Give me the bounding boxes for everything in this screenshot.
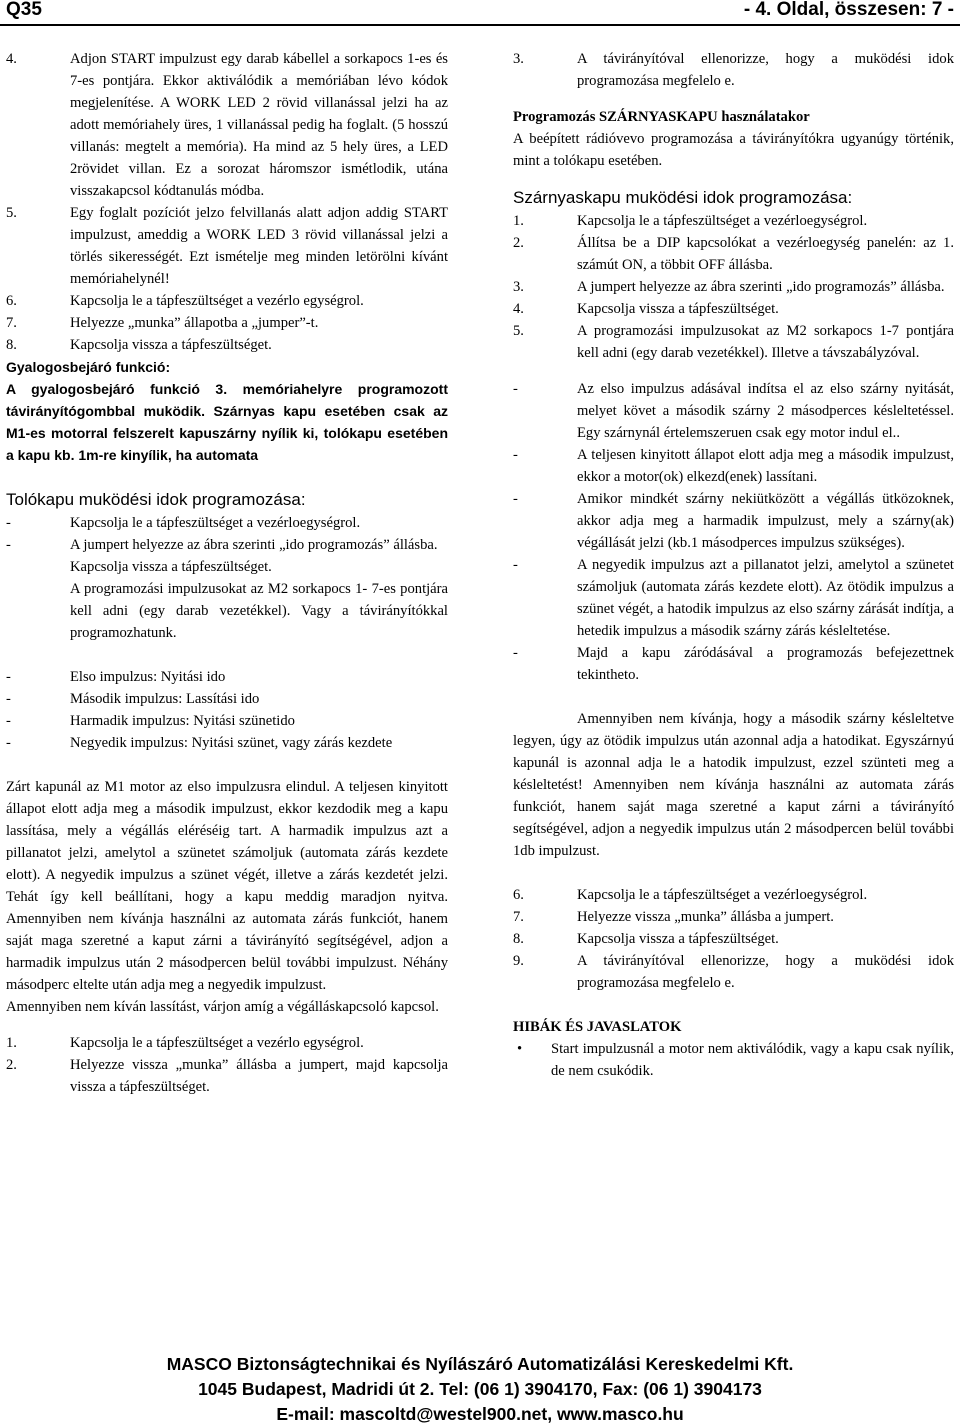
bullet-icon: • bbox=[517, 1041, 523, 1057]
company-name: MASCO Biztonságtechnikai és Nyílászáró Automatizálási Kereskedelmi Kft. bbox=[166, 1354, 794, 1374]
list-item: • Start impulzusnál a motor nem aktiválódik, vagy a kapu csak nyílik, de nem csukódik. bbox=[513, 1038, 954, 1082]
list-item: - A negyedik impulzus azt a pillanatot jelzi, amelytol a szünetet számoljuk (automata zárás kezdete elott). Az ötödik impulzus a szünet végét, a hatodik impulzus az elso szárny zárását indítja, a hetedik impulzus a második szárny zárás késleltetése. bbox=[513, 557, 954, 639]
left-column bbox=[6, 48, 448, 1098]
paragraph: Zárt kapunál az M1 motor az elso impulzusra elindul. A teljesen kinyitott állapot elott adja meg a második impulzust, ekkor kezdodik meg a kapu lassítása, mely a végállás eléréséig tart. A harmadik impulzus azt a pillanatot jelzi, amelytol a szünetet számoljuk (automata zárás kezdete elott). A negyedik impulzus a szünet végét, illetve a zárás kezdetét jelzi. Tehát így kell beállítani, hogy a kapu meddig maradjon nyitva. Amennyiben nem kívánja használni az automata zárás funkciót, hanem saját maga szeretné a kaput zárni a távirányító segítségével, adjon a harmadik impulzus után 2 másodpercen belül további impulzust. Néhány másodperc eltelte után adja meg a negyedik impulzust. bbox=[6, 779, 448, 993]
swing-gate-heading: Szárnyaskapu muködési idok programozása: bbox=[513, 188, 853, 207]
list-item: Kapcsolja vissza a tápfeszültséget. bbox=[70, 559, 272, 575]
page-number: - 4. Oldal, összesen: 7 - bbox=[743, 0, 954, 20]
list-item: 1. Kapcsolja le a tápfeszültséget a vezérlo egységrol. bbox=[6, 1035, 364, 1051]
doc-code: Q35 bbox=[6, 0, 42, 20]
list-item: 8. Kapcsolja vissza a tápfeszültséget. bbox=[513, 931, 779, 947]
company-contact: E-mail: mascoltd@westel900.net, www.masco.hu bbox=[276, 1404, 684, 1424]
pedestrian-heading: Gyalogosbejáró funkció: bbox=[6, 359, 171, 375]
list-item: - Amikor mindkét szárny nekiütközött a végállás ütközoknek, akkor adja meg a harmadik impulzust, mely a szárny(ak) végállását jelzi (kb.1 másodperces impulzus szükséges). bbox=[513, 491, 954, 551]
remote-heading: Programozás SZÁRNYASKAPU használatakor bbox=[513, 109, 810, 125]
list-item: 2. Helyezze vissza „munka” állásba a jumpert, majd kapcsolja vissza a tápfeszültséget. bbox=[6, 1057, 448, 1095]
list-item: 6. Kapcsolja le a tápfeszültséget a vezérloegységrol. bbox=[513, 887, 868, 903]
list-item: 3. A távirányítóval ellenorizze, hogy a muködési idok programozása megfelelo e. bbox=[513, 51, 954, 89]
list-item: - Negyedik impulzus: Nyitási szünet, vagy zárás kezdete bbox=[6, 735, 393, 751]
pedestrian-text: A gyalogosbejáró funkció 3. memóriahelyre programozott távirányítógombbal muködik. Szárnyas kapu esetében csak az M1-es motorral felszerelt kapuszárny nyílik ki, tolókapu esetében a kapu kb. 1m-re kinyílik, ha automata bbox=[6, 381, 448, 463]
list-item: 6. Kapcsolja le a tápfeszültséget a vezérlo egységrol. bbox=[6, 293, 364, 309]
list-item: A programozási impulzusokat az M2 sorkapocs 1- 7-es pontjára kell adni (egy darab vezetékkel). Vagy a távirányítókkal programozhatunk. bbox=[70, 581, 448, 641]
troubleshooting-heading: HIBÁK ÉS JAVASLATOK bbox=[513, 1019, 682, 1035]
right-column bbox=[513, 48, 954, 1082]
list-item: 9. A távirányítóval ellenorizze, hogy a muködési idok programozása megfelelo e. bbox=[513, 953, 954, 991]
paragraph: A beépített rádióvevo programozása a távirányítókra ugyanúgy történik, mint a tolókapu esetében. bbox=[513, 131, 954, 169]
list-item: - A jumpert helyezze az ábra szerinti „ido programozás” állásba. bbox=[6, 537, 438, 553]
list-item: - Az elso impulzus adásával indítsa el az elso szárny nyitását, melyet követ a második szárny 2 másodperces késleltetéssel. Egy szárnynál értelemszeruen csak egy motor indul el.. bbox=[513, 381, 954, 441]
list-item: 3. A jumpert helyezze az ábra szerinti „ido programozás” állásba. bbox=[513, 279, 945, 295]
list-item: 1. Kapcsolja le a tápfeszültséget a vezérloegységrol. bbox=[513, 213, 868, 229]
list-item: 4. Kapcsolja vissza a tápfeszültséget. bbox=[513, 301, 779, 317]
list-item: - Kapcsolja le a tápfeszültséget a vezérloegységrol. bbox=[6, 515, 361, 531]
company-address: 1045 Budapest, Madridi út 2. Tel: (06 1) 3904170, Fax: (06 1) 3904173 bbox=[198, 1379, 762, 1399]
list-item: - Majd a kapu záródásával a programozás befejezettnek tekintheto. bbox=[513, 645, 954, 683]
list-item: - Elso impulzus: Nyitási ido bbox=[6, 669, 226, 685]
list-item: 7. Helyezze „munka” állapotba a „jumper”-t. bbox=[6, 315, 319, 331]
list-item: 4. Adjon START impulzust egy darab kábellel a sorkapocs 1-es és 7-es pontjára. Ekkor aktiválódik a memóriában lévo kódok megjelenítése. A WORK LED 2 rövid villanással jelzi ha az adott memóriahely üres, 1 villanással pedig ha foglalt. (5 hosszú villanás: megtelt a memória). Ha mind az 5 hely üres, a LED 2rövidet villan. Ez a sorozat háromszor ismétlodik, utána visszakapcsol kódtanulás módba. bbox=[6, 51, 448, 199]
list-item: - Második impulzus: Lassítási ido bbox=[6, 691, 260, 707]
page-footer bbox=[0, 1352, 960, 1427]
list-item: - A teljesen kinyitott állapot elott adja meg a második impulzust, ekkor a motor(ok) elkezd(enek) lassítani. bbox=[513, 447, 954, 485]
list-item: 5. Egy foglalt pozíciót jelzo felvillanás alatt adjon addig START impulzust, ameddig a WORK LED 3 rövid villanással jelzi a törlés sikerességét. Ezt ismételje meg minden letörölni kívánt memóriahelynél! bbox=[6, 205, 448, 287]
list-item: 7. Helyezze vissza „munka” állásba a jumpert. bbox=[513, 909, 834, 925]
page-header bbox=[0, 0, 960, 26]
list-item: - Harmadik impulzus: Nyitási szünetido bbox=[6, 713, 295, 729]
list-item: 5. A programozási impulzusokat az M2 sorkapocs 1-7 pontjára kell adni (egy darab vezetékkel). Illetve a távszabályzóval. bbox=[513, 323, 954, 361]
slide-gate-heading: Tolókapu muködési idok programozása: bbox=[6, 490, 306, 509]
list-item: 8. Kapcsolja vissza a tápfeszültséget. bbox=[6, 337, 272, 353]
list-item: 2. Állítsa be a DIP kapcsolókat a vezérloegység panelén: az 1. számút ON, a többit OFF állásba. bbox=[513, 235, 954, 273]
paragraph: Amennyiben nem kíván lassítást, várjon amíg a végálláskapcsoló kapcsol. bbox=[6, 999, 439, 1015]
paragraph: Amennyiben nem kívánja, hogy a második szárny késleltetve legyen, úgy az ötödik impulzus után azonnal adja a hatodikat. Egyszárnyú kapunál is azonnal adja le a hatodik impulzust, ezzel szünteti meg a késleltetést! Amennyiben nem kívánja használni az automata zárás funkciót, hanem saját maga szeretné a kaput zárni a távirányító segítségével, adjon a negyedik impulzus után 2 másodpercen belül további 1db impulzust. bbox=[513, 711, 954, 859]
